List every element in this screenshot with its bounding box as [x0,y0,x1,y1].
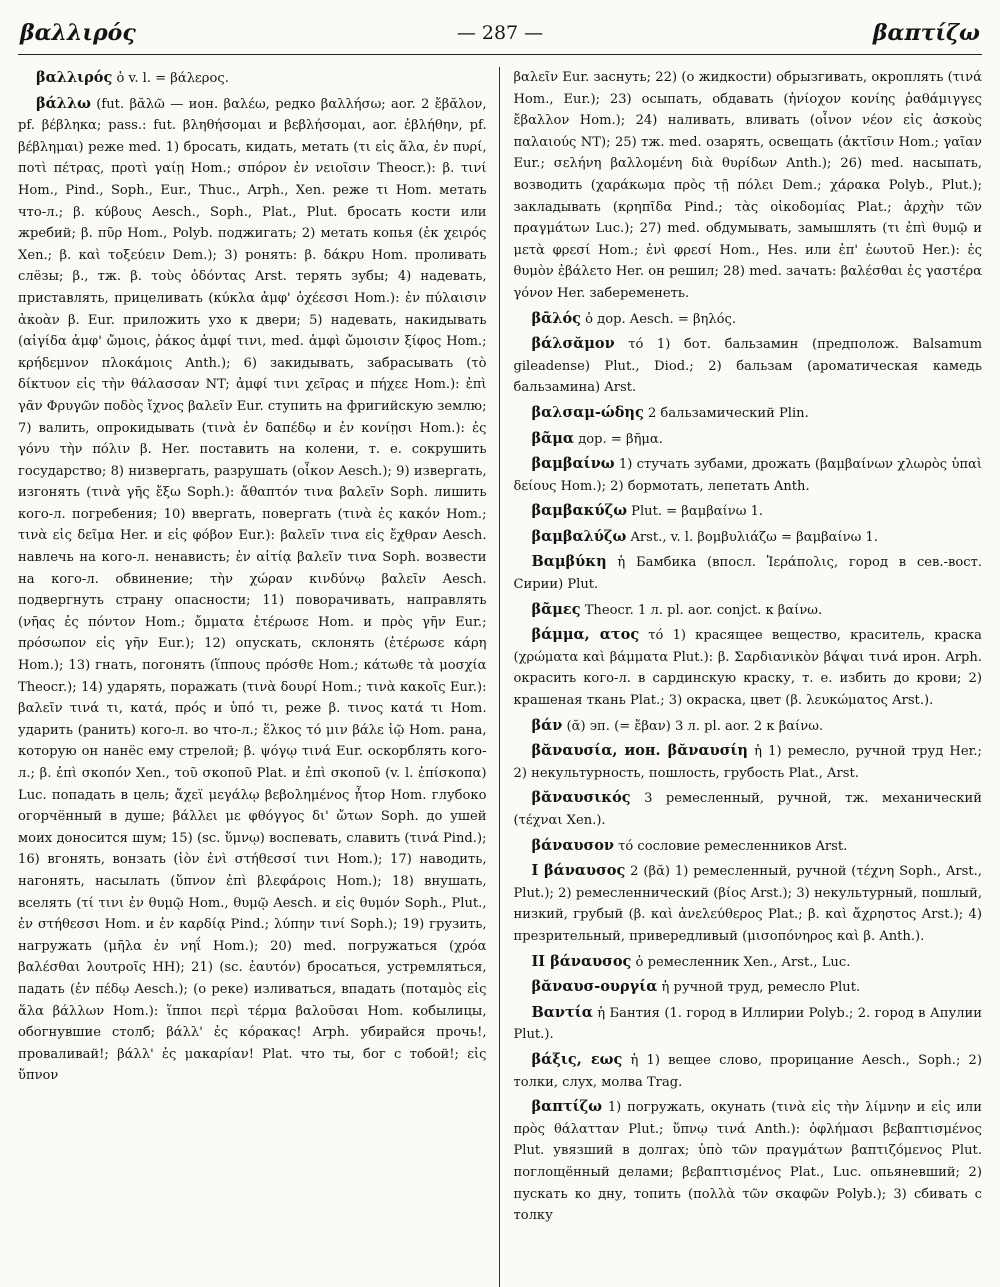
header-last-entry: βαπτίζω [872,20,980,46]
right-column [503,67,982,1287]
entry-headword: βᾶμα [531,429,575,447]
entry-definition: дор. = βῆμα. [574,431,663,447]
entry-definition: τό 1) красящее вещество, краситель, краска (χρώματα καὶ βάμματα Plut.): β. Σαρδιανικὸν βάψαι τινά ирон. Arph. окрасить кого-л. в сардинскую краску, т. е. избить до крови; 2) крашеная ткань Plat.; 3) окраска, цвет (β. λευκώματος Arst.). [513,628,982,709]
entry-definition: 2 (βᾰ) 1) ремесленный, ручной (τέχνη Soph., Arst., Plut.); 2) ремесленнический (βίος Arst.); 3) некультурный, пошлый, низкий, грубый (β. καὶ ἀνελεύθερος Plat.; β. καὶ ἄχρηστος Arst.); 4) презрительный, привередливый (μισοπόνηρος καὶ β. Anth.). [513,864,982,944]
dictionary-entry [513,551,982,595]
entry-headword: βάναυσον [531,836,614,854]
entry-headword: Βαμβύκη [531,553,607,571]
entry-definition: ὁ ремесленник Xen., Arst., Luc. [631,954,851,970]
entry-definition: 1) стучать зубами, дрожать (βαμβαίνων χλωρὸς ὑπαὶ δείους Hom.); 2) бормотать, лепетать Anth. [513,457,982,494]
columns [18,67,982,1287]
entry-definition: (ᾰ) эп. (= ἔβαν) 3 л. pl. aor. 2 к βαίνω. [562,718,824,734]
page-header [18,14,982,55]
dictionary-entry [513,453,982,497]
entry-headword: βᾰναυσία, ион. βᾰναυσίη [531,742,748,760]
entry-headword: βάλσᾰμον [531,335,615,353]
entry-definition: ἡ Бамбика (впосл. Ἱεράπολις, город в сев.-вост. Сирии) Plut. [513,555,982,593]
dictionary-entry [513,526,982,549]
entry-definition: 3 ремесленный, ручной, тж. механический (τέχναι Xen.). [513,791,982,828]
entry-headword: βάλλω [36,94,91,112]
entry-headword: βαμβαίνω [531,455,615,473]
dictionary-entry [513,740,982,784]
entry-headword: βᾰναυσικός [531,789,631,807]
dictionary-entry [513,333,982,399]
dictionary-entry [513,1002,982,1046]
dictionary-entry [513,1096,982,1227]
dictionary-entry [513,599,982,622]
dictionary-entry [513,835,982,858]
entry-headword: II βάναυσος [531,952,632,970]
entry-headword: Βαντία [531,1003,593,1021]
entry-headword: βάξις, εως [531,1050,623,1068]
entry-definition: ἡ Бантия (1. город в Иллирии Polyb.; 2. город в Апулии Plut.). [513,1005,982,1043]
entry-definition: Theocr. 1 л. pl. aor. conjct. к βαίνω. [580,602,823,618]
entry-definition: 1) погружать, окунать (τινὰ εἰς τὴν λίμνην и εἰς или πρὸς θάλατταν Plut.; ὕπνῳ τινά Anth.): ὀφλήμασι βεβαπτισμένος Plut. увязший в долгах; ὑπὸ τῶν πραγμάτων βαπτιζόμενος Plut. поглощённый делами; βεβαπτισμένος Plat., Luc. опьяневший; 2) пускать ко дну, топить (πολλὰ τῶν σκαφῶν Polyb.); 3) сбивать с толку [513,1100,982,1224]
dictionary-entry [513,624,982,711]
entry-definition: ὁ v. l. = βάλερος. [112,71,229,86]
dictionary-entry [18,67,487,90]
entry-definition: ὁ дор. Aesch. = βηλός. [580,311,737,327]
entry-headword: βᾰναυσ-ουργία [531,978,658,996]
dictionary-entry [513,976,982,999]
entry-definition: τό 1) бот. бальзамин (предполож. Balsamum gileadense) Plut., Diod.; 2) бальзам (ароматическая камедь бальзамина) Arst. [513,337,982,396]
entry-headword: I βάναυσος [531,862,626,880]
column-divider [499,67,500,1287]
dictionary-entry [513,951,982,974]
entry-definition: ἡ 1) ремесло, ручной труд Her.; 2) некультурность, пошлость, грубость Plat., Arst. [513,744,982,781]
dictionary-entry [513,1049,982,1093]
entry-definition: Plut. = βαμβαίνω 1. [627,504,764,520]
entry-headword: βαλσαμ-ώδης [531,403,644,421]
entry-headword: βάν [531,716,563,734]
entry-definition: ἡ ручной труд, ремесло Plut. [657,980,861,996]
entry-definition: Arst., v. l. βομβυλιάζω = βαμβαίνω 1. [626,529,878,545]
entry-definition: (fut. βᾰλῶ — ион. βαλέω, редко βαλλήσω; aor. 2 ἔβᾰλον, pf. βέβληκα; pass.: fut. βληθήσομαι и βεβλήσομαι, aor. ἐβλήθην, pf. βέβλημαι) реже med. 1) бросать, кидать, метать (τι εἰς ἅλα, ἐν πυρί, ποτὶ πέτρας, προτὶ γαίῃ Hom.; σπόρον ἐν νειοῖσιν Theocr.): β. τινί Hom., Pind., Soph., Eur., Thuc., Arph., Xen. реже τι Hom. метать что-л.; β. κύβους Aesch., Soph., Plat., Plut. бросать кости или жребий; β. πῦρ Hom., Polyb. поджигать; 2) метать копья (ἐκ χειρός Xen.; β. καὶ τοξεύειν Dem.); 3) ронять: β. δάκρυ Hom. проливать слёзы; β., тж. β. τοὺς ὀδόντας Arst. терять зубы; 4) надевать, приставлять, прицеливать (κύκλα ἀμφ' ὀχέεσσι Hom.): ἐν πύλαισιν ἀκοὰν β. Eur. приложить ухо к двери; 5) надевать, накидывать (αἰγίδα ἀμφ' ὤμοις, ῥάκος ἀμφί τινι, med. ἀμφὶ ὤμοισιν ξίφος Hom.; κρήδεμνον πλοκάμοις Anth.); 6) закидывать, забрасывать (τὸ δίκτυον εἰς τὴν θάλασσαν NT; ἀμφί τινι χεῖρας и πήχεε Hom.): ἐπὶ γᾶν Φρυγῶν ποδὸς ἴχνος βαλεῖν Eur. ступить на фригийскую землю; 7) валить, опрокидывать (τινὰ ἐν δαπέδῳ и ἐν κονίῃσι Hom.): ἐς γόνυ τὴν πόλιν β. Her. поставить на колени, т. е. сокрушить государство; 8) низвергать, разрушать (οἶκον Aesch.); 9) извергать, изгонять (τινὰ γῆς ἔξω Soph.): ἄθαπτόν τινα βαλεῖν Soph. лишить кого-л. погребения; 10) ввергать, повергать (τινὰ ἐς κακόν Hom.; τινὰ εἰς δεῖμα Her. и εἰς φόβον Eur.): βαλεῖν τινα εἰς ἔχθραν Aesch. навлечь на кого-л. ненависть; ἐν αἰτίᾳ βαλεῖν τινα Soph. возвести на кого-л. обвинение; τὴν χώραν κινδύνῳ βαλεῖν Aesch. подвергнуть страну опасности; 11) поворачивать, направлять (νῆας ἐς πόντον Hom.; ὄμματα ἑτέρωσε Hom. и πρὸς γῆν Eur.; πρόσωπον εἰς γῆν Eur.); 12) опускать, склонять (ἑτέρωσε κάρη Hom.); 13) гнать, погонять (ἵππους πρόσθε Hom.; κάτωθε τὰ μοσχία Theocr.); 14) ударять, поражать (τινὰ δουρί Hom.; τινὰ κακοῖς Eur.): βαλεῖν τινά τι, κατά, πρός и ὑπό τι, реже β. τινος κατά τι Hom. ударить (ранить) кого-л. во что-л.; ἕλκος τό μιν βάλε ἰῷ Hom. рана, которую он нанёс ему стрелой; β. ψόγῳ τινά Eur. оскорблять кого-л.; β. ἐπὶ σκοπόν Xen., τοῦ σκοποῦ Plat. и ἐπὶ σκοποῦ (v. l. ἐπίσκοπα) Luc. попадать в цель; ἄχεϊ μεγάλῳ βεβολημένος ἦτορ Hom. глубоко огорчённый в душе; βάλλει με φθόγγος δι' ὤτων Soph. до ушей моих доносится шум; 15) (sc. ὕμνῳ) воспевать, славить (τινά Pind.); 16) вгонять, вонзать (ἰὸν ἐνὶ στήθεσσί τινι Hom.); 17) наводить, нагонять, насылать (ὕπνον ἐπὶ βλεφάροις Hom.); 18) внушать, вселять (τί τινι ἐν θυμῷ Hom., θυμῷ Aesch. и εἰς θυμόν Soph., Plut., ἐν στήθεσσι Hom. и ἐν καρδίᾳ Pind.; λύπην τινί Soph.); 19) грузить, нагружать (μῆλα ἐν νηΐ Hom.); 20) med. погружаться (χρόα βαλέσθαι λουτροῖς HH); 21) (sc. ἑαυτόν) бросаться, устремляться, падать (ἐν πέδῳ Aesch.); (о реке) изливаться, впадать (ποταμὸς εἰς ἅλα βάλλων Hom.): ἵπποι περὶ τέρμα βαλοῦσαι Hom. кобылицы, обогнувшие столб; βάλλ' ἐς κόρακας! Arph. убирайся прочь!, проваливай!; βάλλ' ἐς μακαρίαν! Plat. что ты, бог с тобой!; εἰς ὕπνον [18,96,487,1084]
entry-definition: 2 бальзамический Plin. [643,405,809,421]
entry-definition: τό сословие ремесленников Arst. [613,838,848,854]
dictionary-entry [513,500,982,523]
dictionary-entry [513,787,982,831]
dictionary-entry [513,428,982,451]
page-number: — 287 — [456,22,544,44]
dictionary-entry [513,860,982,947]
entry-headword: βᾶμες [531,600,581,618]
entry-headword: βᾱλός [531,309,581,327]
dictionary-entry [18,93,487,1087]
header-first-entry: βαλλιρός [20,20,136,46]
dictionary-entry [513,402,982,425]
left-column [18,67,495,1287]
dictionary-entry [513,715,982,738]
entry-definition: ἡ 1) вещее слово, прорицание Aesch., Soph.; 2) толки, слух, молва Trag. [513,1052,982,1090]
entry-definition: βαλεῖν Eur. заснуть; 22) (о жидкости) обрызгивать, окроплять (τινά Hom., Eur.); 23) осыпать, обдавать (ἡνίοχον κονίης ῥαθάμιγγες ἔβαλλον Hom.); 24) наливать, вливать (οἶνον νέον εἰς ἀσκοὺς παλαιούς NT); 25) тж. med. озарять, освещать (ἀκτῖσιν Hom.; γαῖαν Eur.; σελήνη βαλλομένη διὰ θυρίδων Anth.); 26) med. насыпать, возводить (χαράκωμα πρὸς τῇ πόλει Dem.; χάρακα Polyb., Plut.); закладывать (κρηπῖδα Pind.; τὰς οἰκοδομίας Plat.; ἀρχὴν τῶν πραγμάτων Luc.); 27) med. обдумывать, замышлять (τι ἐπὶ θυμῷ и μετὰ φρεσί Hom.; ἐνὶ φρεσί Hom., Hes. или ἐπ' ἑωυτοῦ Her.): ἐς θυμὸν ἐβάλετο Her. он решил; 28) med. зачать: βαλέσθαι ἐς γαστέρα γόνον Her. забеременеть. [513,70,982,301]
dictionary-entry [513,308,982,331]
entry-headword: βαμβαλύζω [531,527,627,545]
dictionary-entry [513,67,982,305]
entry-headword: βαμβακύζω [531,502,627,520]
entry-headword: βαλλιρός [36,69,113,86]
entry-headword: βάμμα, ατος [531,626,640,644]
entry-headword: βαπτίζω [531,1098,603,1116]
